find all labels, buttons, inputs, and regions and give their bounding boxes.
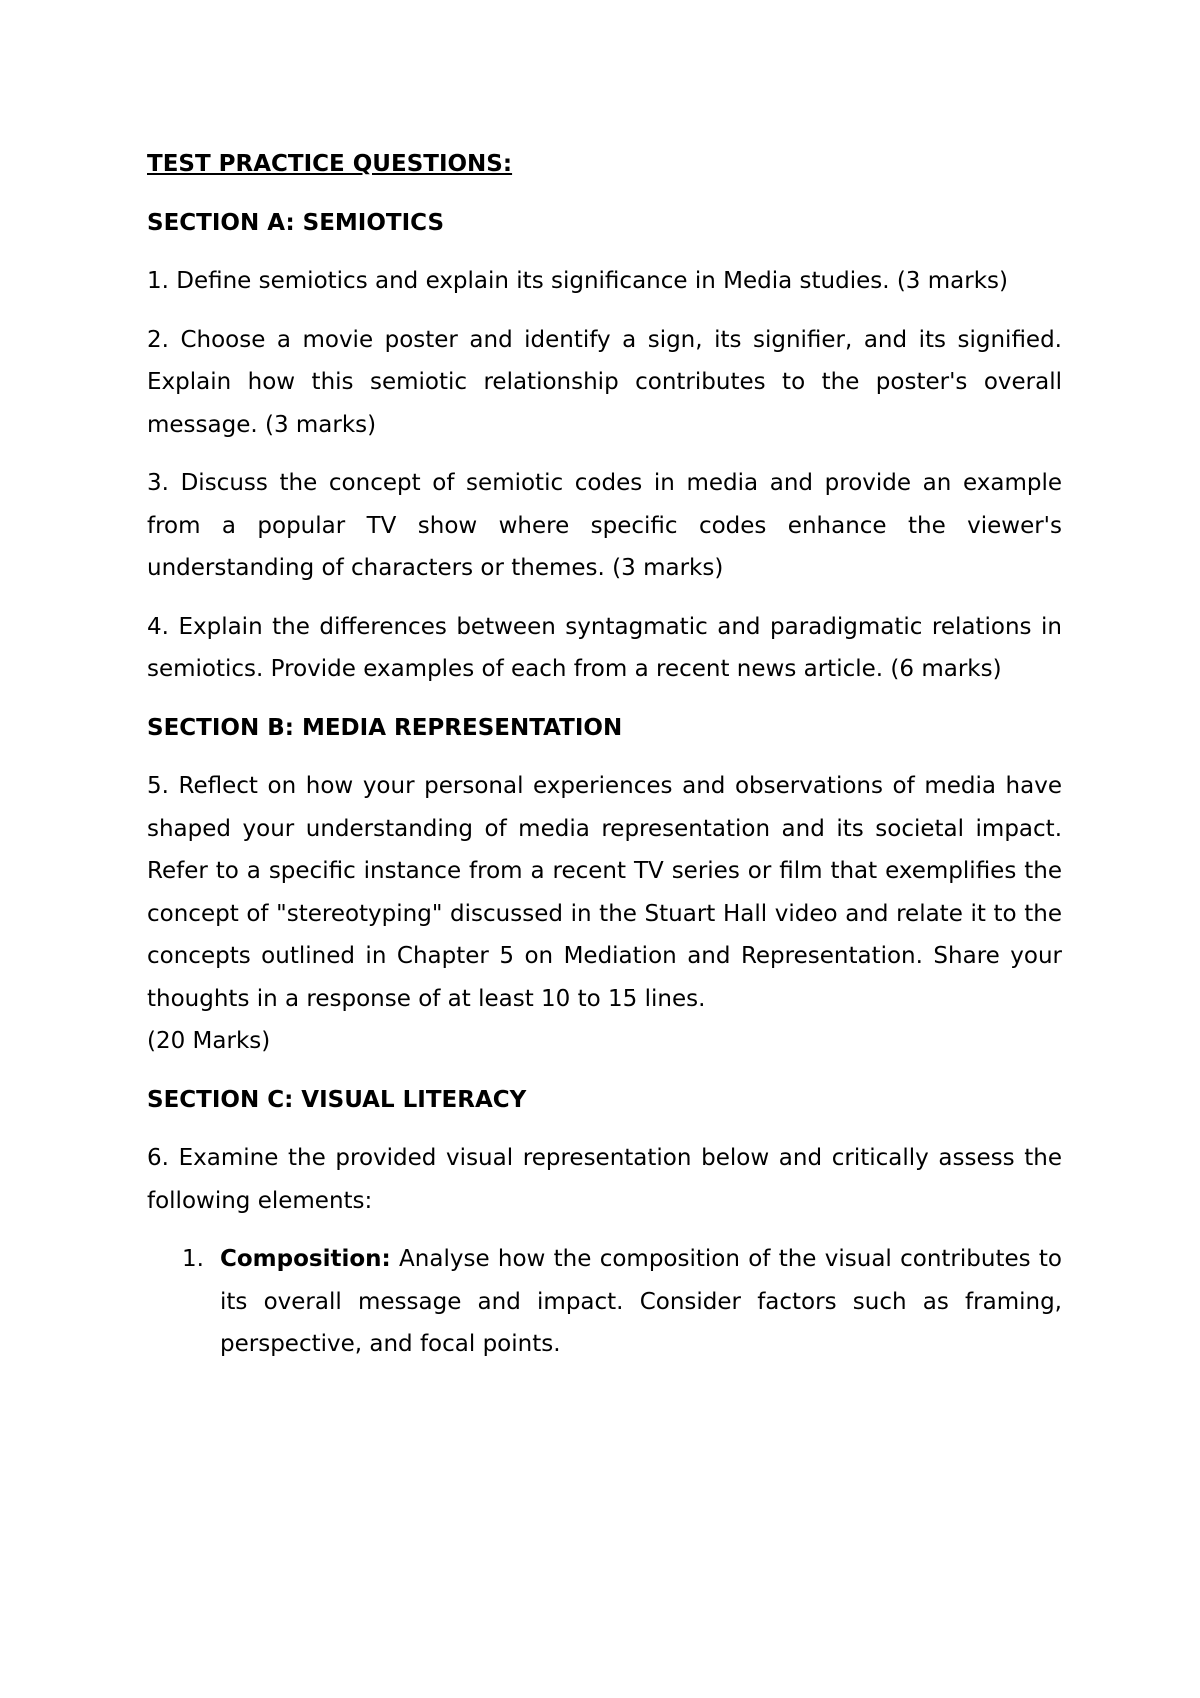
sub-item-text: Analyse how the composition of the visual contributes to its overall message and impact. Consider factors such as framing, perspective, and focal points. (220, 1246, 1062, 1357)
section-c-heading: SECTION C: VISUAL LITERACY (147, 1086, 527, 1113)
sub-item-term: Composition: (220, 1246, 391, 1272)
question-3: 3. Discuss the concept of semiotic codes in media and provide an example from a popular TV show where specific codes enhance the viewer's understanding of characters or themes. (3 marks) (147, 470, 1062, 581)
question-6-sub-list (147, 1238, 1062, 1366)
sub-item-number: 1. (182, 1246, 204, 1272)
question-5-text: 5. Reflect on how your personal experiences and observations of media have shaped your understanding of media representation and its societal impact. Refer to a specific instance from a recent TV series or film that exemplifies the concept of "stereotyping" discussed in the Stuart Hall video and relate it to the concepts outlined in Chapter 5 on Mediation and Representation. Share your thoughts in a response of at least 10 to 15 lines. (147, 773, 1062, 1012)
question-5 (147, 765, 1062, 1063)
document-page (147, 143, 1062, 1366)
question-4: 4. Explain the differences between syntagmatic and paradigmatic relations in semiotics. Provide examples of each from a recent news article. (6 marks) (147, 613, 1062, 682)
document-title: TEST PRACTICE QUESTIONS: (147, 151, 513, 177)
question-2: 2. Choose a movie poster and identify a sign, its signifier, and its signified. Explain how this semiotic relationship contributes to the poster's overall message. (3 marks) (147, 326, 1062, 438)
question-1: 1. Define semiotics and explain its significance in Media studies. (3 marks) (147, 268, 1008, 294)
list-item (147, 1238, 1062, 1366)
question-6: 6. Examine the provided visual representation below and critically assess the following elements: (147, 1145, 1062, 1214)
section-a-heading: SECTION A: SEMIOTICS (147, 209, 445, 236)
section-b-heading: SECTION B: MEDIA REPRESENTATION (147, 714, 623, 741)
question-5-marks: (20 Marks) (147, 1028, 271, 1054)
